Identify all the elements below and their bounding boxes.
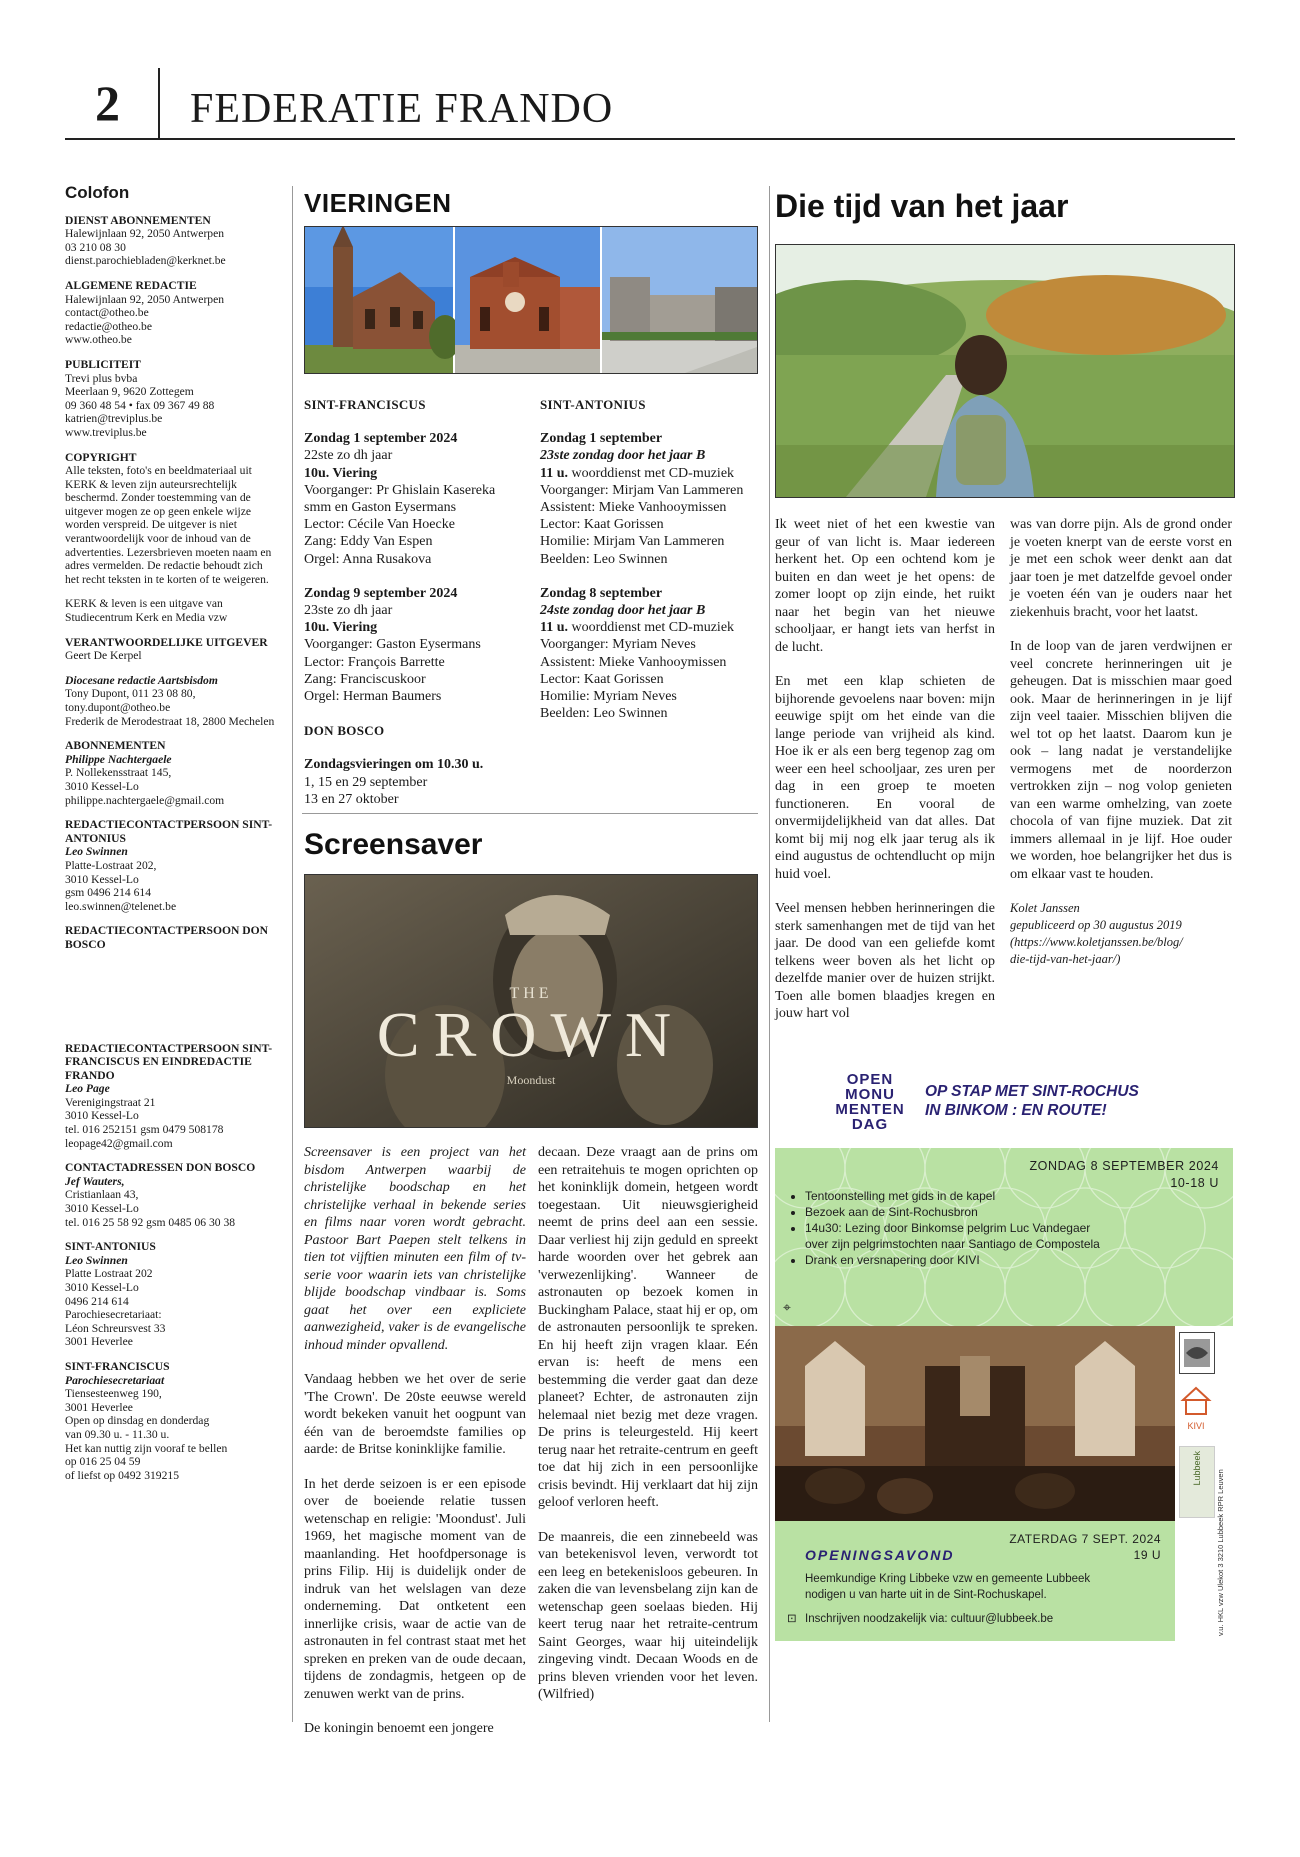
service-line: Lector: Kaat Gorissen [540, 517, 664, 533]
colofon-line: Tiensesteenweg 190, [65, 1387, 162, 1401]
colofon-line: Geert De Kerpel [65, 649, 142, 663]
colofon-block [65, 214, 290, 268]
colofon-line: philippe.nachtergaele@gmail.com [65, 793, 225, 807]
colofon-line: redactie@otheo.be [65, 319, 152, 333]
sint-franciscus-schedule [304, 396, 526, 808]
evening-date: ZATERDAG 7 SEPT. 2024 19 U [1009, 1532, 1161, 1562]
column-divider [292, 186, 293, 1722]
vieringen-title: VIERINGEN [304, 188, 452, 218]
sint-antonius-schedule [540, 396, 758, 722]
colofon-line: Tony Dupont, 011 23 08 80, [65, 687, 196, 701]
colofon-line: 3001 Heverlee [65, 1400, 133, 1414]
colofon-line: beschermd. Zonder toestemming van de [65, 491, 251, 505]
colofon-heading: REDACTIECONTACTPERSOON SINT-ANTONIUS [65, 818, 273, 845]
colofon-subheading: Parochiesecretariaat [65, 1373, 165, 1387]
service-line: Voorganger: Myriam Neves [540, 637, 696, 653]
colofon-heading: REDACTIECONTACTPERSOON DON BOSCO [65, 924, 269, 951]
service-line: 1, 15 en 29 september [304, 774, 428, 790]
colofon-line: Frederik de Merodestraat 18, 2800 Mechelen [65, 714, 275, 728]
colofon-heading: CONTACTADRESSEN DON BOSCO [65, 1161, 256, 1175]
colofon-line: 3001 Heverlee [65, 1335, 133, 1349]
colofon-line: het recht teksten in te korten of te weigeren. [65, 572, 269, 586]
service-date: Zondag 9 september 2024 [304, 585, 458, 601]
colofon-line: tel. 016 25 58 92 gsm 0485 06 30 38 [65, 1215, 236, 1229]
service-line: 13 en 27 oktober [304, 791, 399, 807]
service-sub: 23ste zo dh jaar [304, 603, 393, 619]
colofon-block [65, 924, 290, 951]
tijd-para: Veel mensen hebben herinneringen die sterk samenhangen met de tijd van het jaar. De dood van een geliefde komt telkens weer boven als het licht op dezelfde manier over de huizen strijkt. Toen alle bomen blaadjes kregen en jouw hart vol [775, 901, 995, 1021]
colofon-block [65, 1042, 290, 1151]
colofon-line: 3010 Kessel-Lo [65, 1281, 139, 1294]
page-title: FEDERATIE FRANDO [190, 86, 614, 132]
colofon-line: Halewijnlaan 92, 2050 Antwerpen [65, 292, 225, 306]
screensaver-title: Screensaver [304, 828, 483, 861]
colofon-heading: SINT-FRANCISCUS [65, 1359, 170, 1373]
service-line: Beelden: Leo Swinnen [540, 706, 668, 722]
service-line: Zang: Eddy Van Espen [304, 534, 433, 550]
screensaver-para: Vandaag hebben we het over de serie 'The Crown'. De 20ste eeuwse wereld wordt bekeken vanuit het oogpunt van één van de beroemdste families op aarde: de Britse koninklijke familie. [304, 1372, 526, 1457]
churches-photo [304, 226, 758, 374]
screensaver-intro: Screensaver is een project van het bisdom Antwerpen waarbij de christelijke boodschap en het christelijke verhaal in bekende series en films naar voren wordt gebracht. Pastoor Bart Paepen stelt telkens in tien tot vijftien minuten een film of tv-serie voor waarin iets van christelijke blijde boodschap vindbaar is. Soms gaat het over een expliciete aanwezigheid, vaker is de evangelische inhoud minder opvallend. [304, 1145, 526, 1353]
colofon-line: Studiecentrum Kerk en Media vzw [65, 611, 228, 625]
screensaver-col-2 [538, 1144, 758, 1721]
service-sub: 24ste zondag door het jaar B [540, 603, 706, 619]
colofon-heading: DIENST ABONNEMENTEN [65, 213, 211, 227]
colofon-line: Trevi plus bvba [65, 371, 138, 385]
tijd-para: In de loop van de jaren verdwijnen er veel concrete herinneringen uit je geheugen. Dat is misschien maar goed ook. Maar de herinneringen in je lijf zijn veel taaier. Misschien blijven die wel tot op het laatst. Daarom kun je ook – lang nadat je verstandelijke vermogens met de noorderzon vertrokken zijn – nog volop genieten van een warme omhelzing, van zoete chocola of van fijne muziek. Dat zit immers allemaal in je lijf. Hoe ouder we worden, hoe belangrijker het dus is om elkaar vast te houden. [1010, 639, 1232, 882]
colofon-line: 3010 Kessel-Lo [65, 1109, 139, 1123]
crown-big-title: CROWN [376, 999, 686, 1070]
colofon-subheading: Leo Page [65, 1082, 110, 1096]
program-item: • Tentoonstelling met gids in de kapel [805, 1188, 1105, 1204]
tijd-para: En met een klap schieten de bijhorende gevoelens naar boven: mijn eeuwige spijt om het einde van die lange periode van vrijheid als kind. Hoe ik er als een berg tegenop zag om weer een heel schooljaar, zes uren per dag in een groep te moeten functioneren. En vooral de onvermijdelijkheid van dat alles. Dat komt bij mij nog elk jaar terug als ik eind augustus de ochtendlucht op mijn huid voel. [775, 674, 995, 882]
colofon-line: adres vermelden. De redactie behoudt zich [65, 559, 263, 573]
kivi-logo: KIVI [1179, 1386, 1213, 1426]
program-item: • 14u30: Lezing door Binkomse pelgrim Luc Vandegaer over zijn pelgrimstochten naar Santiago de Compostela [805, 1220, 1105, 1252]
colofon-title: Colofon [65, 183, 130, 202]
colofon-line: 3010 Kessel-Lo [65, 872, 139, 886]
header-divider [158, 68, 160, 138]
service-line: Homilie: Myriam Neves [540, 689, 677, 705]
colofon-heading: VERANTWOORDELIJKE UITGEVER [65, 635, 268, 649]
colofon-block [65, 279, 290, 347]
colofon-heading: PUBLICITEIT [65, 357, 142, 371]
service-desc: woorddienst met CD-muziek [571, 620, 735, 636]
landscape-illustration [776, 245, 1234, 497]
colofon-block [65, 358, 290, 440]
colofon-line: Open op dinsdag en donderdag [65, 1414, 210, 1428]
screensaver-para: De maanreis, die een zinnebeeld was van betekenisvol leven, verwordt tot een leeg en betekenisloos gebeuren. In zaken die van levensbelang zijn kan de wetenschap geen soelaas bieden. Hij keert terug naar het retraite-centrum Saint Georges, waar hij uiteindelijk zingeving vindt. Decaan Woods en de prins bleven vrienden voor het leven. (Wilfried) [538, 1529, 758, 1702]
colofon-block [65, 451, 290, 587]
colofon-line: Cristianlaan 43, [65, 1188, 139, 1202]
evening-text: Heemkundige Kring Libbeke vzw en gemeente Lubbeek nodigen u van harte uit in de Sint-Rochuskapel. [805, 1573, 1091, 1601]
colofon-line: www.treviplus.be [65, 425, 147, 439]
poster-sponsors [1176, 1326, 1233, 1641]
screensaver-para: De koningin benoemt een jongere [304, 1721, 494, 1736]
register-info[interactable]: ⊡ Inschrijven noodzakelijk via: cultuur@lubbeek.be [787, 1613, 1054, 1625]
seal-icon [1180, 1333, 1214, 1373]
open-monumentendag-logo: OPEN MONU MENTEN DAG [835, 1071, 905, 1133]
chapel-illustration [775, 1326, 1175, 1521]
service-line: Orgel: Herman Baumers [304, 689, 442, 705]
colofon-line: tel. 016 252151 gsm 0479 508178 [65, 1123, 224, 1137]
colofon-subheading: Jef Wauters, [65, 1174, 125, 1188]
service-time: 11 u. [540, 465, 569, 481]
woman-path-photo [775, 244, 1235, 498]
colofon-line: 03 210 08 30 [65, 240, 126, 254]
poster-program [775, 1148, 1233, 1326]
program-item: • Drank en versnapering door KIVI [805, 1252, 1105, 1268]
crown-episode: Moondust [506, 1073, 556, 1087]
service-date: Zondag 1 september 2024 [304, 431, 458, 447]
don-bosco-heading: DON BOSCO [304, 723, 385, 739]
service-line: Beelden: Leo Swinnen [540, 551, 668, 567]
colofon-line: of liefst op 0492 319215 [65, 1468, 179, 1482]
screensaver-col-1 [304, 1144, 526, 1755]
service-line: Homilie: Mirjam Van Lammeren [540, 534, 725, 550]
service-line: Assistent: Mieke Vanhooymissen [540, 654, 727, 670]
colofon-line: verantwoordelijk voor de inhoud van de [65, 532, 251, 546]
poster-responsible-publisher: v.u. HKL vzw Ulekot 3 3210 Lubbeek RPR Leuven [1216, 1469, 1225, 1636]
service-time: Zondagsvieringen om 10.30 u. [304, 757, 484, 773]
service-line: Voorganger: Gaston Eysermans [304, 637, 481, 653]
colofon-blocks-2 [65, 1042, 290, 1483]
program-item: • Bezoek aan de Sint-Rochusbron [805, 1204, 1105, 1220]
churches-illustration [305, 227, 757, 373]
colofon-blocks [65, 214, 290, 952]
colofon-line: katrien@treviplus.be [65, 412, 163, 426]
colofon-block [65, 674, 290, 728]
service-time: 11 u. [540, 620, 569, 636]
page-number: 2 [95, 75, 120, 131]
poster-header [775, 1062, 1233, 1148]
service-line: Lector: François Barrette [304, 654, 445, 670]
screensaver-para: In het derde seizoen is er een episode over de boeiende relatie tussen wetenschap en religie: 'Moondust'. Juli 1969, het magische moment van de maanlanding. Het hoofdpersonage is prins Filip. Hij is duidelijk onder de indruk van het welslagen van deze onderneming. Dat ontketent een innerlijke crisis, waar de actie van de astronauten in fel contrast staat met het spreken en preken van de oude decaan, tijdens de zondagmis, hetgeen op de zenuwen werkt van de prins. [304, 1476, 526, 1702]
service-line: Voorganger: Pr Ghislain Kasereka [304, 482, 496, 498]
colofon-line: contact@otheo.be [65, 306, 149, 320]
colofon-line: op 016 25 04 59 [65, 1455, 141, 1469]
tijd-col-1 [775, 516, 995, 1040]
service-date: Zondag 1 september [540, 431, 663, 447]
service-sub: 23ste zondag door het jaar B [540, 448, 706, 464]
colofon-line: dienst.parochiebladen@kerknet.be [65, 254, 226, 268]
location-pin-icon: ⌖ [783, 1299, 791, 1315]
colofon-line: 0496 214 614 [65, 1294, 129, 1308]
colofon-line: gsm 0496 214 614 [65, 886, 151, 900]
service-date: Zondag 8 september [540, 585, 663, 601]
tijd-source-link[interactable]: die-tijd-van-het-jaar/) [1010, 952, 1121, 966]
tijd-para: was van dorre pijn. Als de grond onder je voeten knerpt van de eerste vorst en je met een schok weer denkt aan dat jaar toen je met datzelfde gevoel onder je voeten één van je ouders naar het ziekenhuis bracht, voor het laatst. [1010, 517, 1232, 620]
service-line: Voorganger: Mirjam Van Lammeren [540, 482, 744, 498]
service-time: 10u. Viering [304, 620, 378, 636]
column-divider [769, 186, 770, 1722]
colofon-heading: ABONNEMENTEN [65, 739, 166, 753]
colofon-block [65, 1360, 290, 1482]
sint-antonius-heading: SINT-ANTONIUS [540, 397, 646, 412]
colofon-line: Meerlaan 9, 9620 Zottegem [65, 385, 194, 399]
colofon-block [65, 818, 290, 913]
colofon [65, 183, 290, 1493]
colofon-line: www.otheo.be [65, 333, 132, 347]
colofon-block [65, 739, 290, 807]
colofon-line: Léon Schreursvest 33 [65, 1321, 166, 1335]
poster-program-list [789, 1188, 1105, 1268]
chapel-interior-photo [775, 1326, 1175, 1521]
tijd-source: gepubliceerd op 30 augustus 2019 [1010, 918, 1182, 932]
colofon-subheading: Leo Swinnen [65, 1253, 128, 1267]
colofon-line: Platte-Lostraat 202, [65, 858, 157, 872]
colofon-heading: SINT-ANTONIUS [65, 1240, 156, 1254]
lubbeek-logo: Lubbeek [1179, 1446, 1215, 1518]
colofon-line: van 09.30 u. - 11.30 u. [65, 1427, 170, 1441]
section-divider [302, 813, 758, 814]
tijd-source-link[interactable]: (https://www.koletjanssen.be/blog/ [1010, 935, 1183, 949]
colofon-subheading: Diocesane redactie Aartsbisdom [65, 673, 218, 687]
colofon-line: KERK & leven is een uitgave van [65, 597, 223, 611]
colofon-line: Platte Lostraat 202 [65, 1267, 153, 1281]
service-line: Lector: Cécile Van Hoecke [304, 517, 455, 533]
colofon-heading: ALGEMENE REDACTIE [65, 278, 197, 292]
colofon-line: Alle teksten, foto's en beeldmateriaal uit [65, 464, 252, 478]
tijd-col-2 [1010, 516, 1232, 968]
colofon-heading: COPYRIGHT [65, 450, 137, 464]
service-line: Assistent: Mieke Vanhooymissen [540, 500, 727, 516]
the-crown-image [304, 874, 758, 1128]
colofon-block [65, 636, 290, 663]
service-line: Zang: Franciscuskoor [304, 671, 426, 687]
service-sub: 22ste zo dh jaar [304, 448, 393, 464]
service-line: Orgel: Anna Rusakova [304, 551, 432, 567]
colofon-line: worden verspreid. De uitgever is niet [65, 518, 237, 532]
colofon-line: Het kan nuttig zijn vooraf te bellen [65, 1441, 228, 1455]
tijd-title: Die tijd van het jaar [775, 188, 1069, 224]
colofon-heading: REDACTIECONTACTPERSOON SINT-FRANCISCUS EN EINDREDACTIE FRANDO [65, 1041, 273, 1082]
colofon-line: Halewijnlaan 92, 2050 Antwerpen [65, 227, 225, 241]
service-time: 10u. Viering [304, 465, 378, 481]
service-line: Lector: Kaat Gorissen [540, 671, 664, 687]
colofon-line: 3010 Kessel-Lo [65, 779, 139, 793]
poster-evening [775, 1521, 1175, 1641]
poster-date: ZONDAG 8 SEPTEMBER 2024 10-18 U [1029, 1159, 1219, 1190]
colofon-line: leopage42@gmail.com [65, 1136, 173, 1150]
colofon-line: uitgever mogen ze op geen enkele wijze [65, 504, 252, 518]
colofon-subheading: Philippe Nachtergaele [65, 752, 172, 766]
heemkundige-kring-logo [1179, 1332, 1215, 1374]
sint-franciscus-heading: SINT-FRANCISCUS [304, 397, 426, 412]
colofon-line: leo.swinnen@telenet.be [65, 899, 177, 913]
colofon-line: P. Nollekensstraat 145, [65, 766, 172, 780]
header-rule [65, 138, 1235, 140]
colofon-line: advertenties. Lezersbrieven moeten naam en [65, 545, 272, 559]
service-desc: woorddienst met CD-muziek [571, 465, 735, 481]
colofon-subheading: Leo Swinnen [65, 845, 128, 859]
evening-title: OPENINGSAVOND [805, 1547, 955, 1563]
house-icon [1179, 1386, 1213, 1416]
crown-small-title: THE [509, 985, 553, 1002]
colofon-line: KERK & leven zijn auteursrechtelijk [65, 477, 237, 491]
screensaver-para: decaan. Deze vraagt aan de prins om een retraitehuis te mogen oprichten op het koninklijk domein, hetgeen wordt toegestaan. Uit nieuwsgierigheid neemt de prins deel aan een sessie. Daar verliest hij zijn geduld en spreekt harde woorden over het gebrek aan 'verwezenlijking'. Wanneer de astronauten op bezoek komen in Buckingham Palace, staat hij er op, om de astronauten persoonlijk te spreken. En hij heeft zijn vragen klaar. Eén ervan is: heeft de mens een bestemming die verder gaat dan deze planeet? Echter, de astronauten zijn helemaal niet bezig met deze vragen. De prins is teleurgesteld. Hij keert terug naar het retraite-centrum en geeft toe dat hij zich in een persoonlijke crisis bevindt. Hij verklaart dat hij zijn geloof verloren heeft. [538, 1145, 758, 1510]
tijd-para: Ik weet niet of het een kwestie van geur of van licht is. Maar iedereen herkent het. Op een ochtend kom je buiten en dan weet je het opens: de zomer loopt op zijn einde, het ruikt naar het begin van het nieuwe schooljaar, er hangt iets van herfst in de lucht. [775, 517, 995, 655]
colofon-line: 3010 Kessel-Lo [65, 1202, 139, 1216]
colofon-line: 09 360 48 54 • fax 09 367 49 88 [65, 398, 215, 412]
colofon-block [65, 1161, 290, 1229]
colofon-block [65, 597, 290, 624]
tijd-author: Kolet Janssen [1010, 901, 1080, 915]
colofon-line: Parochiesecretariaat: [65, 1308, 162, 1322]
colofon-line: tony.dupont@otheo.be [65, 701, 171, 714]
lock-icon: ⊡ [787, 1613, 797, 1625]
poster-headline: OP STAP MET SINT-ROCHUS IN BINKOM : EN ROUTE! [925, 1083, 1139, 1119]
service-line: smm en Gaston Eysermans [304, 500, 457, 516]
colofon-block [65, 1240, 290, 1349]
colofon-line: Verenigingstraat 21 [65, 1095, 156, 1109]
